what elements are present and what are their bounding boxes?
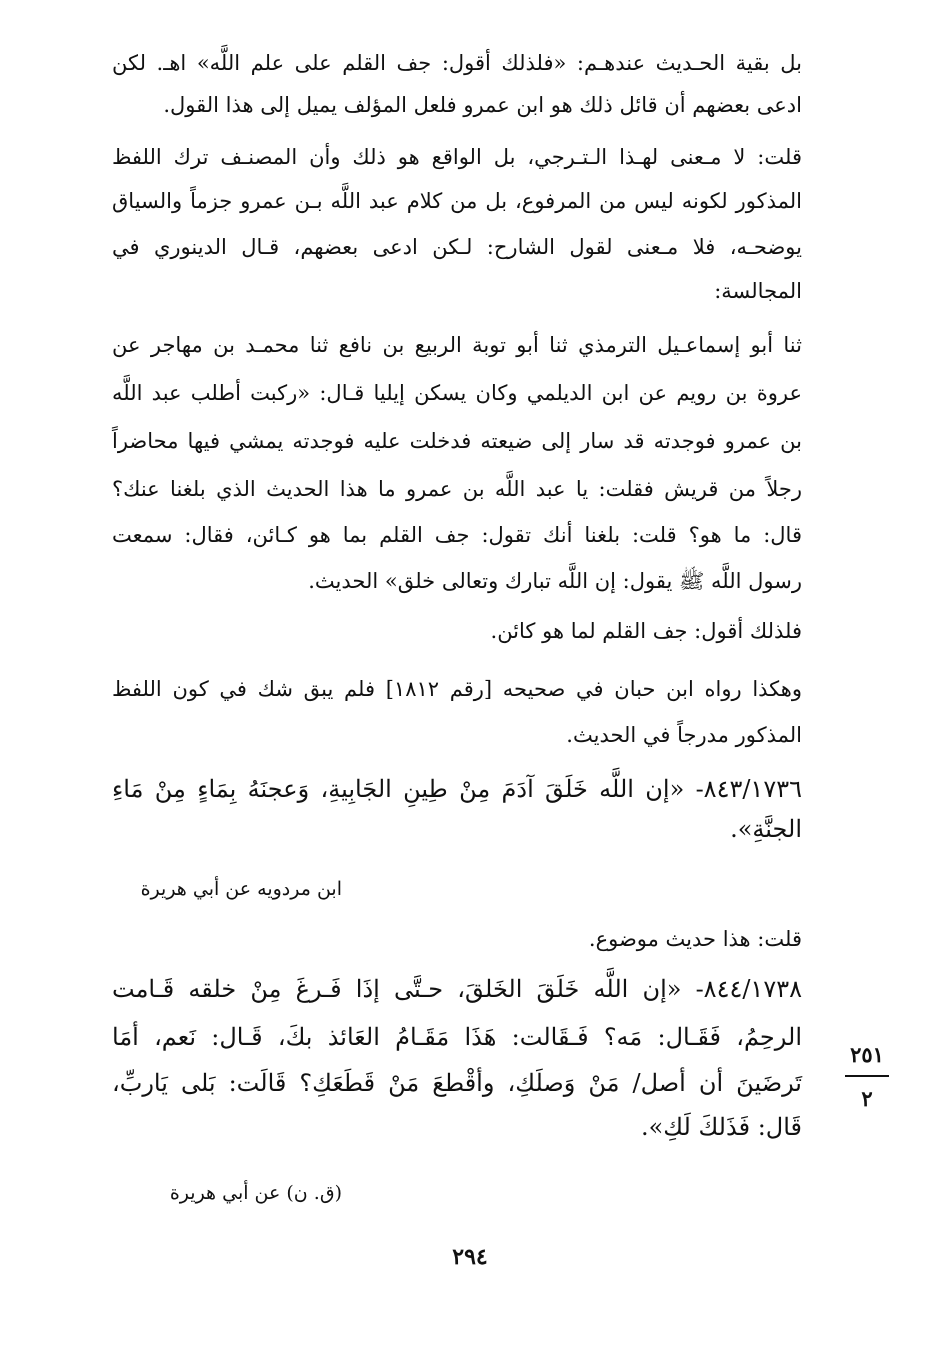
text-line: ٨٤٣/١٧٣٦- «إن اللَّه خَلَقَ آدَمَ مِنْ طِينِ الجَابِيةِ، وَعجنَهُ بِمَاءٍ مِنْ مَاءِ (112, 775, 802, 803)
text-line: الجنَّةِ». (730, 815, 802, 843)
text-line: ثنا أبو إسماعـيل الترمذي ثنا أبو توبة الربيع بن نافع ثنا محمـد بن مهاجر عن (112, 333, 802, 357)
text-line: فلذلك أقول: جف القلم لما هو كائن. (490, 619, 802, 643)
source-citation: ابن مردويه عن أبي هريرة (140, 878, 342, 900)
page-number: ٢٩٤ (452, 1244, 488, 1270)
text-line: وهكذا رواه ابن حبان في صحيحه [رقم ١٨١٢] فلم يبق شك في كون اللفظ (112, 677, 802, 701)
text-line: بل بقية الحـديث عندهـم: «فلذلك أقول: جف القلم على علم اللَّه» اهـ. لكن (112, 51, 802, 75)
text-line: ٨٤٤/١٧٣٨- «إن اللَّه خَلَقَ الخَلقَ، حـتَّى إذَا فَـرغَ مِنْ خلقه قَـامت (112, 975, 802, 1003)
text-line: قال: ما هو؟ قلت: بلغنا أنك تقول: جف القلم بما هو كـائن، فقال: سمعت (112, 523, 802, 547)
text-line: قلت: هذا حديث موضوع. (588, 927, 802, 951)
text-line: يوضحـه، فلا مـعنى لقول الشارح: لـكن ادعى بعضهم، قـال الدينوري في (112, 235, 802, 259)
text-line: رسول اللَّه ﷺ يقول: إن اللَّه تبارك وتعالى خلق» الحديث. (308, 569, 802, 593)
margin-part-number: ٢ (861, 1086, 873, 1111)
text-line: رجلاً من قريش فقلت: يا عبد اللَّه بن عمرو ما هذا الحديث الذي بلغنا عنك؟ (112, 477, 802, 501)
text-line: قلت: لا مـعنى لهـذا الـتـرجي، بل الواقع هو ذلك وأن المصنـف ترك اللفظ (112, 145, 802, 169)
text-line: المذكور لكونه ليس من المرفوع، بل من كلام عبد اللَّه بـن عمرو جزماً والسياق (112, 189, 802, 213)
text-line: عروة بن رويم عن ابن الديلمي وكان يسكن إيليا قـال: «ركبت أطلب عبد اللَّه (112, 381, 802, 405)
text-line: ادعى بعضهم أن قائل ذلك هو ابن عمرو فلعل المؤلف يميل إلى هذا القول. (163, 93, 802, 117)
margin-divider (845, 1075, 889, 1077)
text-line: قَال: فَذَلكَ لَكِ». (640, 1113, 802, 1141)
source-citation: (ق. ن) عن أبي هريرة (169, 1182, 342, 1204)
text-line: تَرضَينَ أن أصل/ مَنْ وَصلَكِ، وأقْطعَ مَنْ قَطَعَكِ؟ قَالَت: بَلى يَاربِّ، (112, 1069, 802, 1097)
text-line: المذكور مدرجاً في الحديث. (566, 723, 802, 747)
text-line: بن عمرو فوجدته قد سار إلى ضيعته فدخلت عليه فوجدته يمشي فيها محاضراً (112, 429, 802, 453)
text-line: المجالسة: (714, 279, 802, 303)
margin-volume-number: ٢٥١ (850, 1042, 884, 1067)
text-line: الرحِمُ، فَقَـال: مَه؟ فَـقَالت: هَذَا مَقَـامُ العَائذ بكَ، قَـال: نَعم، أمَا (112, 1023, 802, 1051)
